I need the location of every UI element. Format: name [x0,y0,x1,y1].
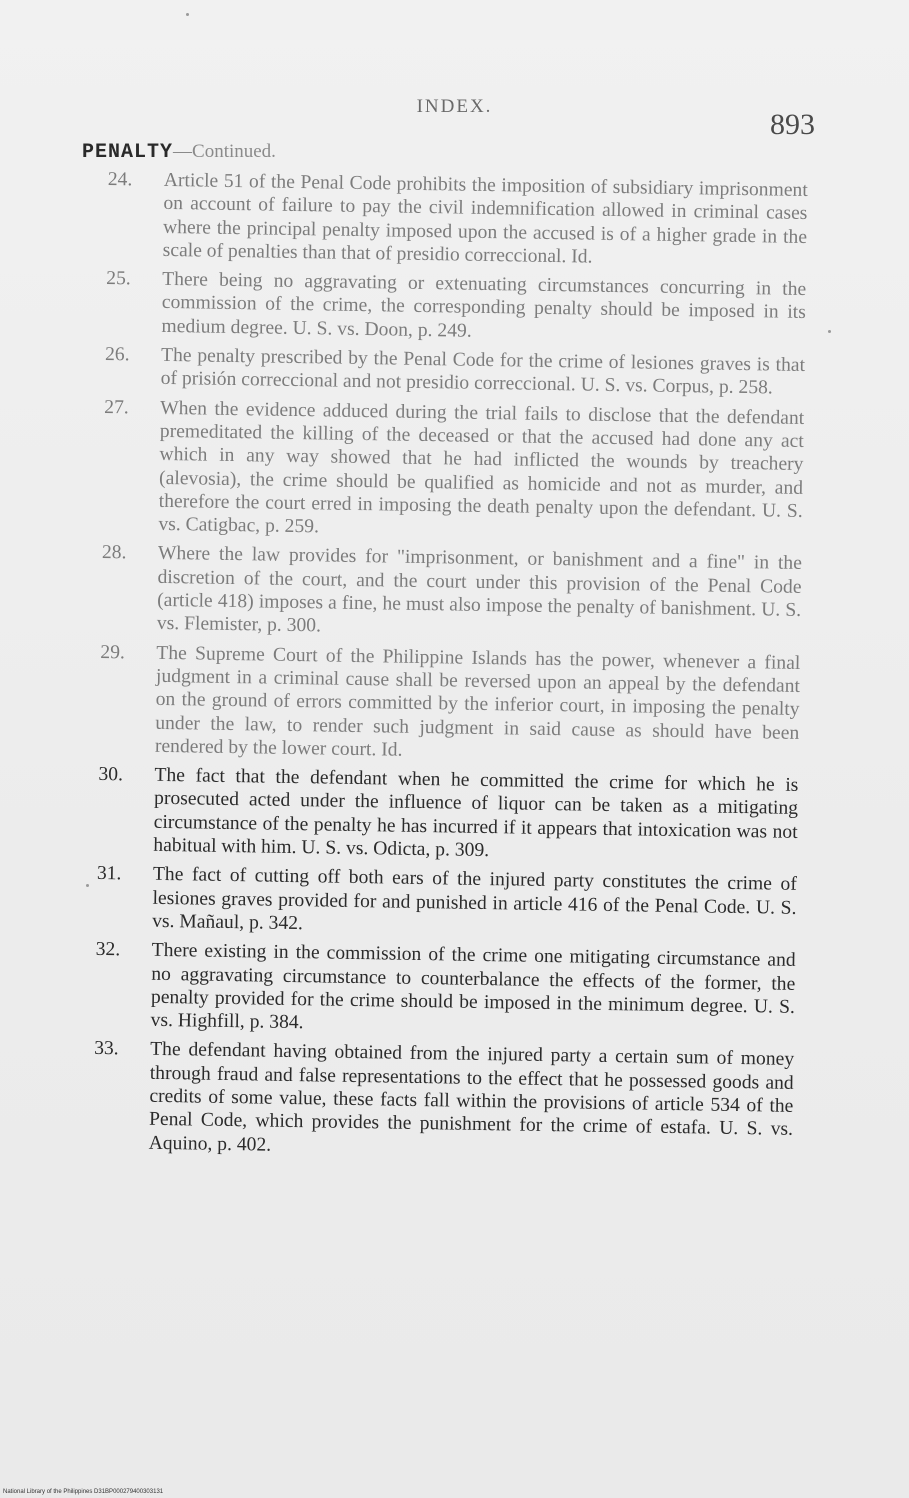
entry-text: There existing in the commission of the crime one mitigating circumstance and no aggravating circumstance to counterbalance the effects of the former, the penalty provided for the crime should be imposed in the minimum degree. U. S. vs. Highfill, p. 384. [150,939,796,1034]
index-entries [92,168,807,1171]
entry-number: 30. [98,764,124,786]
index-entry [93,1037,795,1164]
entry-text: Where the law provides for "imprisonment, or banishment and a fine" in the discretion of the court, and the court under this provision of the Penal Code (article 418) imposes a fine, he must also impose the penalty of banishment. U. S. vs. Flemister, p. 300. [156,543,803,637]
page-number: 893 [770,108,815,141]
entry-text: When the evidence adduced during the trial fails to disclose that the defendant premeditated the killing of the deceased or that the accused had done any act which in any way showed that he had inflicted the wounds by treachery (alevosia), the crime should be qualified as homicide and not as murder, and therefore the court erred in imposing the death penalty upon the defendant. U. S. vs. Catigbac, p. 259. [158,397,805,538]
entry-number: 29. [100,641,126,663]
entry-text: There being no aggravating or extenuating circumstances concurring in the commission of the crime, the corresponding penalty should be imposed in its medium degree. U. S. vs. Doon, p. 249. [161,269,807,342]
entry-number: 27. [104,396,129,419]
entry-number: 24. [107,168,133,191]
index-entry [105,267,806,348]
section-title: PENALTY [82,141,174,164]
paper-speck [86,884,89,887]
paper-speck [186,13,189,16]
index-entry [102,396,804,547]
index-entry [97,763,798,867]
index-entry [107,168,808,272]
entry-number: 32. [95,939,121,961]
index-entry [99,641,801,768]
entry-text: The fact of cutting off both ears of the injured party constitutes the crime of lesiones graves provided for and punished in article 416 of the Penal Code. U. S. vs. Mañaul, p. 342. [152,864,797,935]
entry-number: 33. [93,1038,119,1060]
scan-credit: National Library of the Philippines D31BP000279400303131 [3,1489,164,1495]
entry-text: The penalty prescribed by the Penal Code for the crime of lesiones graves is that of prisión correccional and not presidio correccional. U. S. vs. Corpus, p. 258. [160,344,806,399]
running-head: INDEX. [416,96,493,117]
entry-text: Article 51 of the Penal Code prohibits the imposition of subsidiary imprisonment on account of failure to pay the civil indemnification allowed in criminal cases where the principal penalty imposed upon the accused is of a higher grade in the scale of penalties than that of presidio correccional. Id. [162,169,808,268]
entry-number: 31. [96,863,122,885]
section-continued: —Continued. [173,141,276,162]
entry-text: The fact that the defendant when he committed the crime for which he is prosecuted acted under the influence of liquor can be taken as a mitigating circumstance of the penalty he has incurred if it appears that intoxication was not habitual with him. U. S. vs. Odicta, p. 309. [153,764,799,862]
entry-number: 28. [101,542,127,564]
index-entry [101,541,802,645]
index-entry [105,343,806,401]
entry-number: 26. [104,344,130,366]
index-entry [96,862,797,943]
entry-number: 25. [106,268,131,290]
paper-speck [828,330,831,333]
entry-text: The Supreme Court of the Philippine Islands has the power, whenever a final judgment in a criminal cause shall be reversed upon an appeal by the defendant on the ground of errors committed by the inferior court, in imposing the penalty under the law, to render such judgment in said cause as should have been rendered by the lower court. Id. [154,642,801,761]
entry-text: The defendant having obtained from the injured party a certain sum of money through fraud and false representations to the effect that he possessed goods and credits of some value, these facts fall within the provisions of article 534 of the Penal Code, which provides the punishment for the crime of estafa. U. S. vs. Aquino, p. 402. [148,1039,795,1156]
section-heading [82,140,276,164]
index-entry [94,938,795,1042]
